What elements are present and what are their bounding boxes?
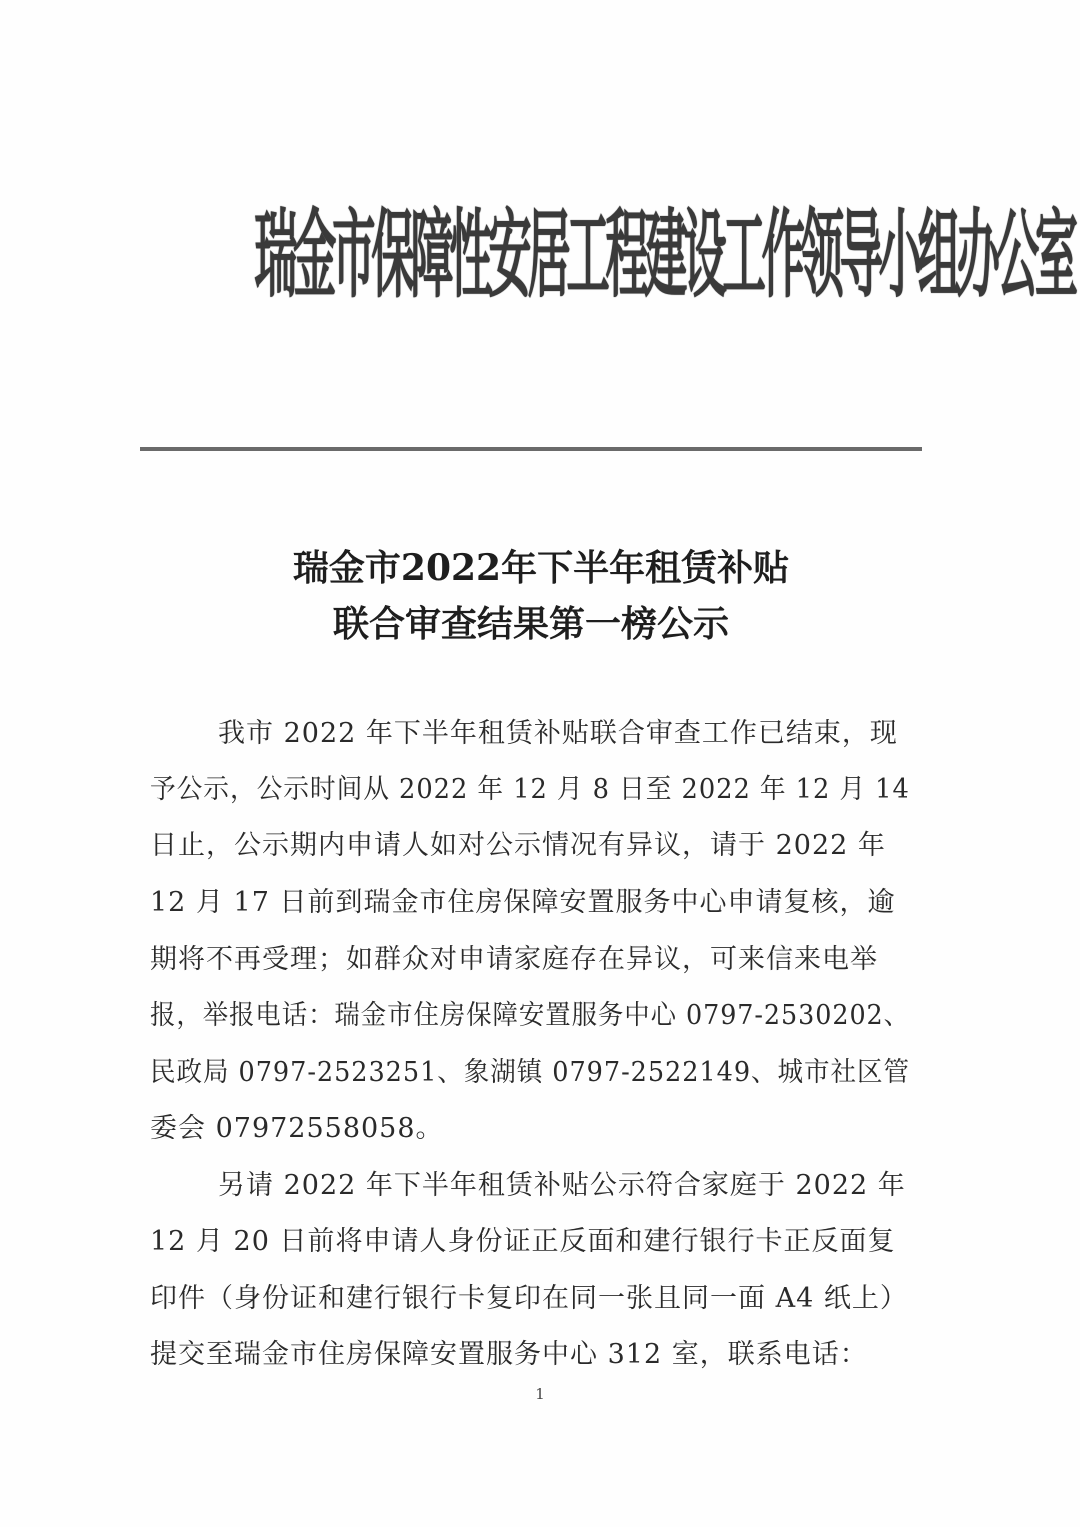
paragraph-1-line-6: 报，举报电话：瑞金市住房保障安置服务中心 0797-2530202、 [150,1000,911,1031]
document-title-line-1: 瑞金市2022年下半年租赁补贴 [292,547,790,589]
paragraph-2-line-1: 另请 2022 年下半年租赁补贴公示符合家庭于 2022 年 [218,1170,906,1201]
document-title-line-2: 联合审查结果第一榜公示 [332,603,729,645]
paragraph-1-line-4: 12 月 17 日前到瑞金市住房保障安置服务中心申请复核，逾 [150,887,896,918]
paragraph-2-line-2: 12 月 20 日前将申请人身份证正反面和建行银行卡正反面复 [150,1226,896,1257]
paragraph-1-line-3: 日止，公示期内申请人如对公示情况有异议，请于 2022 年 [150,830,886,861]
paragraph-2-line-3: 印件（身份证和建行银行卡复印在同一张且同一面 A4 纸上） [150,1283,908,1314]
paragraph-1-line-8: 委会 07972558058。 [150,1113,444,1144]
paragraph-2-line-4: 提交至瑞金市住房保障安置服务中心 312 室，联系电话： [150,1339,868,1370]
paragraph-1-line-2: 予公示，公示时间从 2022 年 12 月 8 日至 2022 年 12 月 14 [150,774,910,805]
paragraph-1-line-1: 我市 2022 年下半年租赁补贴联合审查工作已结束，现 [218,718,898,749]
page-number: 1 [535,1385,545,1403]
header-divider-line [140,447,922,451]
issuing-organization-header: 瑞金市保障性安居工程建设工作领导小组办公室 [254,198,1074,312]
paragraph-1-line-7: 民政局 0797-2523251、象湖镇 0797-2522149、城市社区管 [150,1057,910,1088]
paragraph-1-line-5: 期将不再受理；如群众对申请家庭存在异议，可来信来电举 [150,944,878,975]
